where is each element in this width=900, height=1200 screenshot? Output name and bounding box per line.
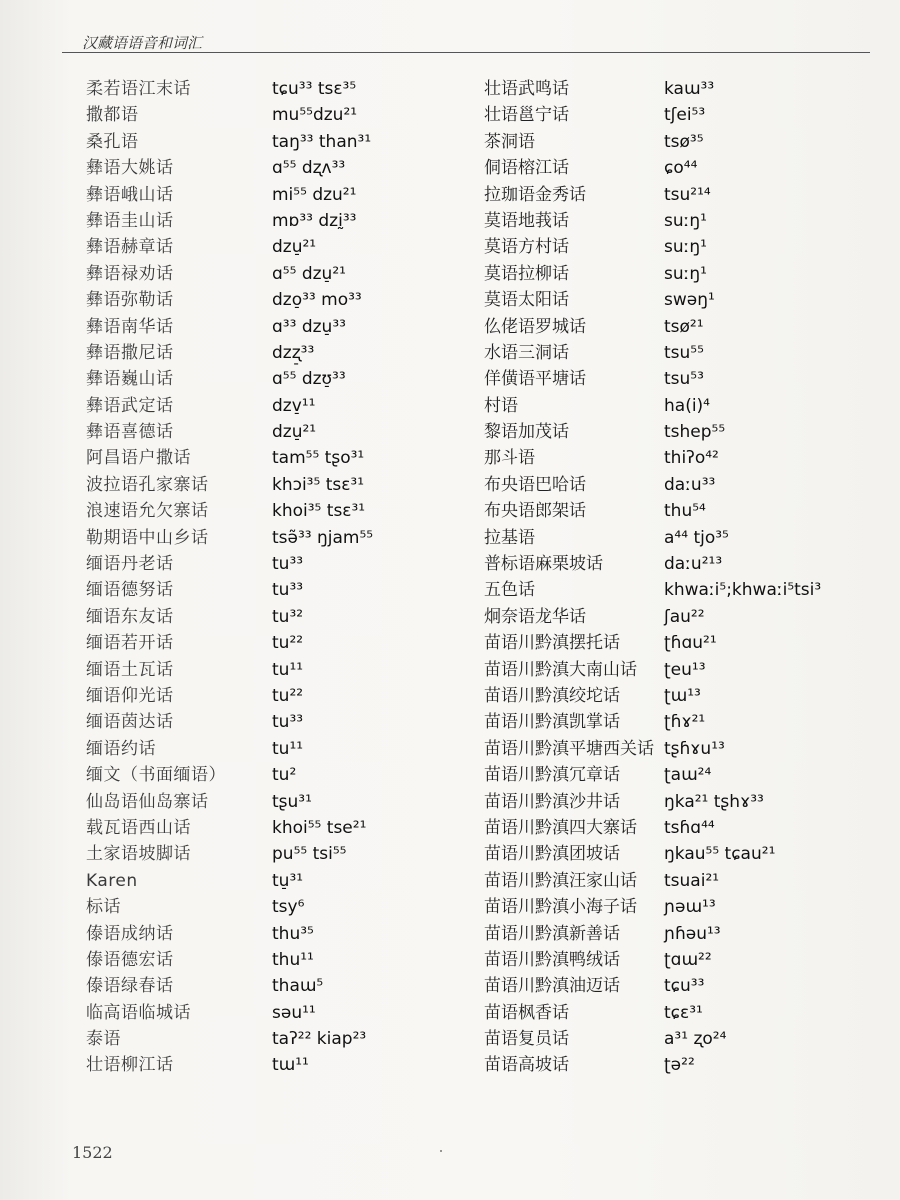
phonetic-form: khoi³⁵ tsɛ³¹ xyxy=(272,501,366,522)
language-name: 彝语南华话 xyxy=(86,316,174,337)
language-name: 莫语太阳话 xyxy=(484,290,569,311)
entry-row xyxy=(484,815,874,841)
phonetic-form: taʔ²² kiap²³ xyxy=(272,1029,367,1050)
entry-row xyxy=(86,498,476,524)
phonetic-form: ʈɑɯ²² xyxy=(664,949,712,970)
language-name: 壮语柳江话 xyxy=(86,1055,174,1076)
phonetic-form: tsø²¹ xyxy=(664,316,704,337)
language-name: 炯奈语龙华话 xyxy=(484,606,586,627)
language-name: 载瓦语西山话 xyxy=(86,817,191,838)
entry-row xyxy=(484,261,874,287)
language-name: 彝语峨山话 xyxy=(86,184,174,205)
phonetic-form: thaɯ⁵ xyxy=(272,976,324,997)
entry-row xyxy=(86,683,476,709)
phonetic-form: tu³³ xyxy=(272,554,304,575)
entry-row xyxy=(484,525,874,551)
language-name: 苗语川黔滇小海子话 xyxy=(484,897,637,918)
phonetic-form: ɕo⁴⁴ xyxy=(664,158,698,179)
entry-row xyxy=(484,683,874,709)
phonetic-form: khwaːi⁵;khwaːi⁵tsi³ xyxy=(664,580,822,601)
language-name: 傣语绿春话 xyxy=(86,976,174,997)
phonetic-form: tshep⁵⁵ xyxy=(664,422,726,443)
entry-row xyxy=(86,102,476,128)
language-name: 布央语郎架话 xyxy=(484,501,586,522)
entry-row xyxy=(484,419,874,445)
language-name: 苗语川黔滇新善话 xyxy=(484,923,620,944)
language-name: 水语三洞话 xyxy=(484,342,569,363)
language-name: 彝语巍山话 xyxy=(86,369,174,390)
entry-row xyxy=(484,577,874,603)
phonetic-form: tsu⁵⁵ xyxy=(664,342,704,363)
entry-row xyxy=(86,76,476,102)
phonetic-form: suːŋ¹ xyxy=(664,210,707,231)
entry-row xyxy=(484,234,874,260)
entry-row xyxy=(86,868,476,894)
entry-row xyxy=(484,472,874,498)
phonetic-form: kaɯ³³ xyxy=(664,79,715,99)
language-name: 拉珈语金秀话 xyxy=(484,184,586,205)
entry-row xyxy=(484,762,874,788)
entry-row xyxy=(86,182,476,208)
phonetic-form: dzu̠²¹ xyxy=(272,237,317,258)
phonetic-form: ɲɦəu¹³ xyxy=(664,923,721,944)
phonetic-form: ʃau²² xyxy=(664,606,705,627)
entry-row xyxy=(484,551,874,577)
entry-row xyxy=(484,630,874,656)
language-name: 彝语弥勒话 xyxy=(86,290,174,311)
entry-row xyxy=(86,155,476,181)
language-name: 彝语喜德话 xyxy=(86,422,174,443)
language-name: 苗语川黔滇鸭绒话 xyxy=(484,949,620,970)
phonetic-form: tɕu³³ tsɛ³⁵ xyxy=(272,79,357,99)
language-name: 苗语川黔滇大南山话 xyxy=(484,659,637,680)
language-name: 壮语武鸣话 xyxy=(484,79,569,99)
phonetic-form: ɑ⁵⁵ dzʊ̠³³ xyxy=(272,369,346,390)
entry-row xyxy=(86,1052,476,1078)
entry-row xyxy=(86,921,476,947)
language-name: 苗语川黔滇汪家山话 xyxy=(484,870,637,891)
language-name: 彝语撒尼话 xyxy=(86,342,174,363)
entry-row xyxy=(86,208,476,234)
phonetic-form: suːŋ¹ xyxy=(664,263,707,284)
entry-row xyxy=(484,287,874,313)
language-name: 苗语川黔滇摆托话 xyxy=(484,633,620,654)
language-name: 傣语成纳话 xyxy=(86,923,174,944)
phonetic-form: pu⁵⁵ tsi⁵⁵ xyxy=(272,844,347,865)
phonetic-form: tɯ¹¹ xyxy=(272,1055,309,1076)
phonetic-form: tu³³ xyxy=(272,712,304,733)
entry-row xyxy=(86,604,476,630)
phonetic-form: tɕu³³ xyxy=(664,976,705,997)
entry-row xyxy=(86,472,476,498)
language-name: 浪速语允欠寨话 xyxy=(86,501,209,522)
language-name: 土家语坡脚话 xyxy=(86,844,191,865)
phonetic-form: mɒ³³ dzḭ³³ xyxy=(272,210,357,231)
language-name: 苗语川黔滇沙井话 xyxy=(484,791,620,812)
phonetic-form: tsuai²¹ xyxy=(664,870,720,891)
entry-row xyxy=(484,208,874,234)
language-name: 彝语圭山话 xyxy=(86,210,174,231)
phonetic-form: ɑ⁵⁵ dʐʌ³³ xyxy=(272,158,346,179)
phonetic-form: tsu²¹⁴ xyxy=(664,184,711,205)
language-name: 彝语赫章话 xyxy=(86,237,174,258)
phonetic-form: ʈɦɑu²¹ xyxy=(664,633,717,654)
entry-row xyxy=(484,182,874,208)
language-name: 柔若语江末话 xyxy=(86,79,191,99)
entry-row xyxy=(86,894,476,920)
entry-row xyxy=(484,709,874,735)
language-name: 拉基语 xyxy=(484,527,535,548)
language-name: 缅语德努话 xyxy=(86,580,174,601)
entry-row xyxy=(484,102,874,128)
phonetic-form: tsɦɑ⁴⁴ xyxy=(664,817,715,838)
phonetic-form: səu¹¹ xyxy=(272,1002,316,1023)
language-name: 五色话 xyxy=(484,580,535,601)
phonetic-form: tu²² xyxy=(272,685,304,706)
phonetic-form: tsy⁶ xyxy=(272,897,305,918)
language-name: 彝语禄劝话 xyxy=(86,263,174,284)
entry-row xyxy=(86,287,476,313)
language-name: 普标语麻栗坡话 xyxy=(484,554,603,575)
language-name: 仙岛语仙岛寨话 xyxy=(86,791,209,812)
phonetic-form: taŋ³³ than³¹ xyxy=(272,131,372,152)
language-name: 缅语土瓦话 xyxy=(86,659,174,680)
right-column xyxy=(484,76,874,1079)
phonetic-form: mi⁵⁵ dzu²¹ xyxy=(272,184,357,205)
entry-row xyxy=(86,525,476,551)
phonetic-form: tu̠³¹ xyxy=(272,870,304,891)
phonetic-form: dzʐ̠³³ xyxy=(272,342,315,363)
language-name: 泰语 xyxy=(86,1029,121,1050)
print-speck xyxy=(440,1150,442,1152)
phonetic-form: a³¹ ʐo²⁴ xyxy=(664,1029,727,1050)
phonetic-form: khɔi³⁵ tsɛ³¹ xyxy=(272,474,365,495)
language-name: 莫语地莪话 xyxy=(484,210,569,231)
language-name: 缅语茵达话 xyxy=(86,712,174,733)
phonetic-form: tu¹¹ xyxy=(272,659,304,680)
phonetic-form: tu²² xyxy=(272,633,304,654)
phonetic-form: ʈeu¹³ xyxy=(664,659,706,680)
phonetic-form: ŋka²¹ tʂhɤ³³ xyxy=(664,791,764,812)
entry-row xyxy=(86,789,476,815)
entry-row xyxy=(484,340,874,366)
language-name: 苗语枫香话 xyxy=(484,1002,569,1023)
page-number: 1522 xyxy=(72,1143,113,1162)
language-name: 缅语仰光话 xyxy=(86,685,174,706)
language-name: 阿昌语户撒话 xyxy=(86,448,191,469)
phonetic-form: swəŋ¹ xyxy=(664,290,715,311)
language-name: 苗语川黔滇团坡话 xyxy=(484,844,620,865)
phonetic-form: tsə̃³³ ŋjam⁵⁵ xyxy=(272,527,374,548)
phonetic-form: khoi⁵⁵ tse²¹ xyxy=(272,817,367,838)
entry-row xyxy=(484,445,874,471)
entry-row xyxy=(86,1000,476,1026)
language-name: 波拉语孔家寨话 xyxy=(86,474,209,495)
entry-row xyxy=(86,577,476,603)
entry-row xyxy=(484,498,874,524)
phonetic-form: ʈɯ¹³ xyxy=(664,685,701,706)
phonetic-form: tsu⁵³ xyxy=(664,369,704,390)
phonetic-form: ɑ⁵⁵ dzu̠²¹ xyxy=(272,263,346,284)
language-name: 标话 xyxy=(86,897,121,918)
language-name: 茶洞语 xyxy=(484,131,535,152)
entry-row xyxy=(484,973,874,999)
language-name: 侗语榕江话 xyxy=(484,158,569,179)
phonetic-form: ŋkau⁵⁵ tɕau²¹ xyxy=(664,844,776,865)
entry-row xyxy=(86,709,476,735)
phonetic-form: dzo̠³³ mo³³ xyxy=(272,290,362,311)
entry-row xyxy=(86,947,476,973)
phonetic-form: tʃei⁵³ xyxy=(664,105,706,126)
entry-row xyxy=(86,736,476,762)
language-name: 黎语加茂话 xyxy=(484,422,569,443)
phonetic-form: daːu³³ xyxy=(664,474,716,495)
language-name: 苗语川黔滇四大寨话 xyxy=(484,817,637,838)
language-name: 彝语武定话 xyxy=(86,395,174,416)
phonetic-form: ha(i)⁴ xyxy=(664,395,710,416)
entry-row xyxy=(484,1000,874,1026)
language-name: 苗语高坡话 xyxy=(484,1055,569,1076)
entry-row xyxy=(484,736,874,762)
entry-row xyxy=(86,630,476,656)
entry-row xyxy=(86,973,476,999)
phonetic-form: tu³² xyxy=(272,606,304,627)
language-name: 村语 xyxy=(484,395,518,416)
language-name: 勒期语中山乡话 xyxy=(86,527,209,548)
entry-row xyxy=(484,314,874,340)
entry-row xyxy=(86,815,476,841)
language-name: 彝语大姚话 xyxy=(86,158,174,179)
phonetic-form: a⁴⁴ tjo³⁵ xyxy=(664,527,729,548)
entry-row xyxy=(86,366,476,392)
entry-row xyxy=(86,234,476,260)
language-name: 苗语川黔滇绞坨话 xyxy=(484,685,620,706)
phonetic-form: thu³⁵ xyxy=(272,923,314,944)
phonetic-form: thu⁵⁴ xyxy=(664,501,706,522)
language-name: 撒都语 xyxy=(86,105,139,126)
entry-row xyxy=(484,155,874,181)
running-head-title: 汉藏语语音和词汇 xyxy=(82,34,203,52)
entry-row xyxy=(86,551,476,577)
language-name: 布央语巴哈话 xyxy=(484,474,586,495)
language-name: 苗语川黔滇凯掌话 xyxy=(484,712,620,733)
language-name: 临高语临城话 xyxy=(86,1002,191,1023)
entry-row xyxy=(86,762,476,788)
entry-row xyxy=(86,657,476,683)
entry-row xyxy=(86,393,476,419)
phonetic-form: tʂɦɤu¹³ xyxy=(664,738,725,759)
language-name: 苗语川黔滇平塘西关话 xyxy=(484,738,654,759)
phonetic-form: tʂu³¹ xyxy=(272,791,312,812)
language-name: 桑孔语 xyxy=(86,131,139,152)
phonetic-form: tɕɛ³¹ xyxy=(664,1002,703,1023)
entry-row xyxy=(484,393,874,419)
left-column xyxy=(86,76,476,1079)
entry-row xyxy=(484,1052,874,1078)
language-name: 佯僙语平塘话 xyxy=(484,369,586,390)
entry-row xyxy=(484,1026,874,1052)
entry-row xyxy=(86,261,476,287)
entry-row xyxy=(86,1026,476,1052)
phonetic-form: tu¹¹ xyxy=(272,738,304,759)
entry-row xyxy=(86,129,476,155)
phonetic-form: tu³³ xyxy=(272,580,304,601)
phonetic-form: tam⁵⁵ tʂo³¹ xyxy=(272,448,365,469)
phonetic-form: daːu²¹³ xyxy=(664,554,723,575)
phonetic-form: ʈə²² xyxy=(664,1055,695,1076)
entry-row xyxy=(484,868,874,894)
language-name: 缅语东友话 xyxy=(86,606,174,627)
phonetic-form: ʈɦɤ²¹ xyxy=(664,712,706,733)
language-name: 缅语若开话 xyxy=(86,633,174,654)
running-head xyxy=(62,30,870,53)
entry-row xyxy=(484,789,874,815)
language-name: 仫佬语罗城话 xyxy=(484,316,586,337)
entry-row xyxy=(484,921,874,947)
entry-row xyxy=(484,947,874,973)
entry-row xyxy=(86,314,476,340)
language-name: 苗语川黔滇冗章话 xyxy=(484,765,620,786)
phonetic-form: ɲəɯ¹³ xyxy=(664,897,716,918)
entry-row xyxy=(484,604,874,630)
phonetic-form: mu⁵⁵dzu²¹ xyxy=(272,105,358,126)
phonetic-form: dzv̠¹¹ xyxy=(272,395,316,416)
language-name: Karen xyxy=(86,870,138,891)
entry-row xyxy=(484,894,874,920)
language-name: 壮语邕宁话 xyxy=(484,105,569,126)
phonetic-form: thu¹¹ xyxy=(272,949,314,970)
entry-row xyxy=(484,129,874,155)
phonetic-form: tsø³⁵ xyxy=(664,131,704,152)
entry-row xyxy=(484,841,874,867)
entry-row xyxy=(484,657,874,683)
phonetic-form: tu² xyxy=(272,765,297,786)
language-name: 苗语复员话 xyxy=(484,1029,569,1050)
language-name: 缅语丹老话 xyxy=(86,554,174,575)
entry-row xyxy=(484,366,874,392)
language-name: 那斗语 xyxy=(484,448,535,469)
entry-row xyxy=(86,419,476,445)
phonetic-form: dzu̠²¹ xyxy=(272,422,317,443)
entry-row xyxy=(86,841,476,867)
entry-row xyxy=(86,445,476,471)
phonetic-form: suːŋ¹ xyxy=(664,237,707,258)
language-name: 傣语德宏话 xyxy=(86,949,174,970)
entry-row xyxy=(86,340,476,366)
phonetic-form: ʈaɯ²⁴ xyxy=(664,765,712,786)
phonetic-form: thiʔo⁴² xyxy=(664,448,719,469)
language-name: 苗语川黔滇油迈话 xyxy=(484,976,620,997)
language-name: 缅文（书面缅语） xyxy=(86,765,226,786)
entry-row xyxy=(484,76,874,102)
language-name: 缅语约话 xyxy=(86,738,156,759)
language-name: 莫语方村话 xyxy=(484,237,569,258)
phonetic-form: ɑ³³ dzu̠³³ xyxy=(272,316,346,337)
language-name: 莫语拉柳话 xyxy=(484,263,569,284)
